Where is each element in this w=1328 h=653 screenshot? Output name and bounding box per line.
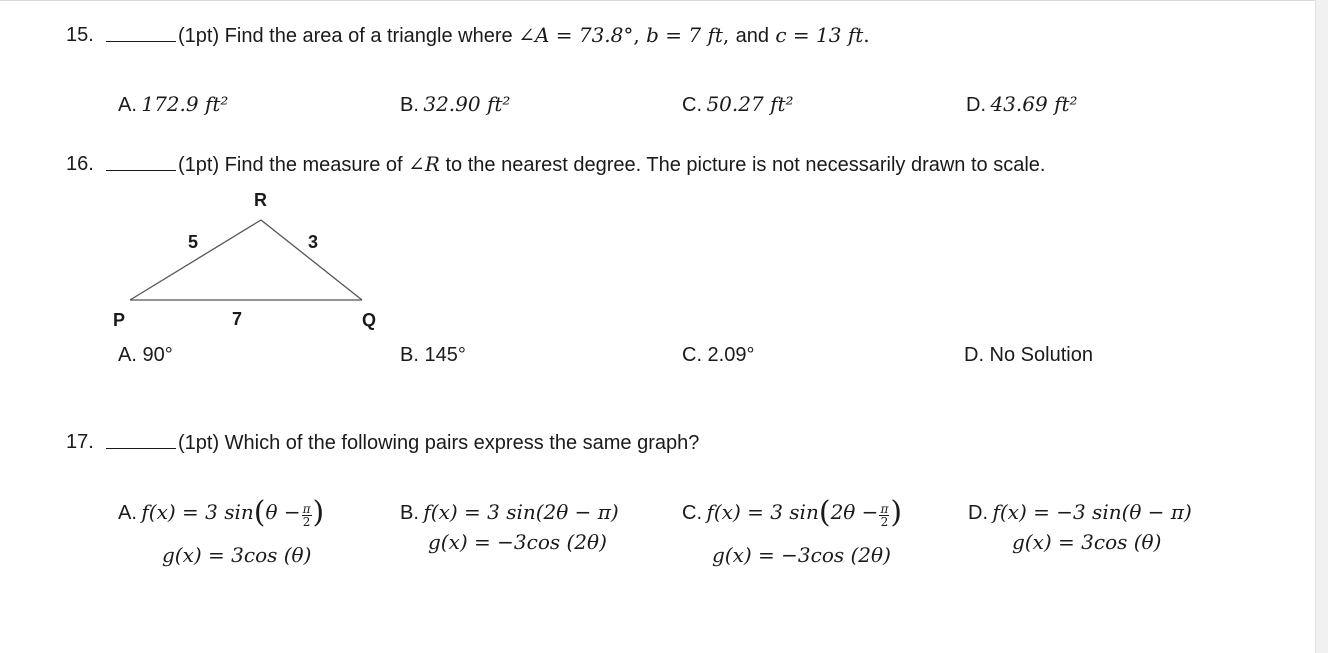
side-pr-length: 5 [188,232,199,252]
vertex-r-label: R [254,190,267,210]
problem-15-number: 15. [66,24,94,46]
problem-17-choice-b-g: g(x) = −3cos (2θ) [428,530,607,554]
problem-15-side-c: c = 13 ft [775,23,864,47]
problem-17-choice-a-g: g(x) = 3cos (θ) [162,543,312,567]
answer-blank-15[interactable] [106,25,176,42]
triangle-figure [100,180,400,340]
problem-15-and: and [735,25,770,47]
problem-17-choice-b[interactable]: B. f(x) = 3 sin(2θ − π) [400,500,619,524]
problem-16-line [106,154,1045,175]
answer-blank-16[interactable] [106,154,176,171]
answer-blank-17[interactable] [106,432,176,449]
problem-16-prompt-prefix: (1pt) Find the measure of [178,154,409,176]
problem-16-choice-d[interactable]: D. No Solution [964,344,1093,366]
problem-15-choice-c[interactable]: C. 50.27 ft² [682,92,794,116]
problem-17-number: 17. [66,431,94,453]
problem-17-choice-a[interactable]: A. f(x) = 3 sin(θ − $\frac{\pi}{2}$ ) [118,495,325,530]
problem-15-choice-d[interactable]: D. 43.69 ft² [966,92,1078,116]
problem-17-choice-c-g: g(x) = −3cos (2θ) [712,543,891,567]
side-rq-length: 3 [308,232,319,252]
vertex-q-label: Q [362,310,377,330]
problem-16-prompt-suffix: to the nearest degree. The picture is not necessarily drawn to scale. [439,154,1046,176]
problem-16-choice-a[interactable]: A. 90° [118,344,173,366]
page-top-border [0,0,1315,1]
problem-15-prompt: (1pt) Find the area of a triangle where [178,25,519,47]
vertical-scrollbar[interactable] [1315,0,1328,653]
problem-17-choice-c[interactable]: C. f(x) = 3 sin(2θ − $\frac{\pi}{2}$ ) [682,495,903,530]
vertex-p-label: P [113,310,126,330]
problem-17-choice-d-g: g(x) = 3cos (θ) [1012,530,1162,554]
problem-17-choice-d[interactable]: D. f(x) = −3 sin(θ − π) [968,500,1192,524]
problem-15-angle-a: ∠A = 73.8° [518,23,634,47]
problem-15-choice-b[interactable]: B. 32.90 ft² [400,92,511,116]
problem-15-choice-a[interactable]: A. 172.9 ft² [118,92,229,116]
problem-17-prompt: (1pt) Which of the following pairs express the same graph? [178,432,700,454]
problem-15-line: (1pt) Find the area of a triangle where ∠A = 73.8°, b = 7 ft, and c = 13 ft. [106,25,870,46]
problem-16-angle: ∠R [408,152,440,176]
problem-17-line [106,432,699,453]
problem-16-choice-b[interactable]: B. 145° [400,344,466,366]
side-pq-length: 7 [232,309,243,329]
problem-16-number: 16. [66,153,94,175]
problem-15-side-b: b = 7 ft [646,23,723,47]
problem-16-choice-c[interactable]: C. 2.09° [682,344,755,366]
